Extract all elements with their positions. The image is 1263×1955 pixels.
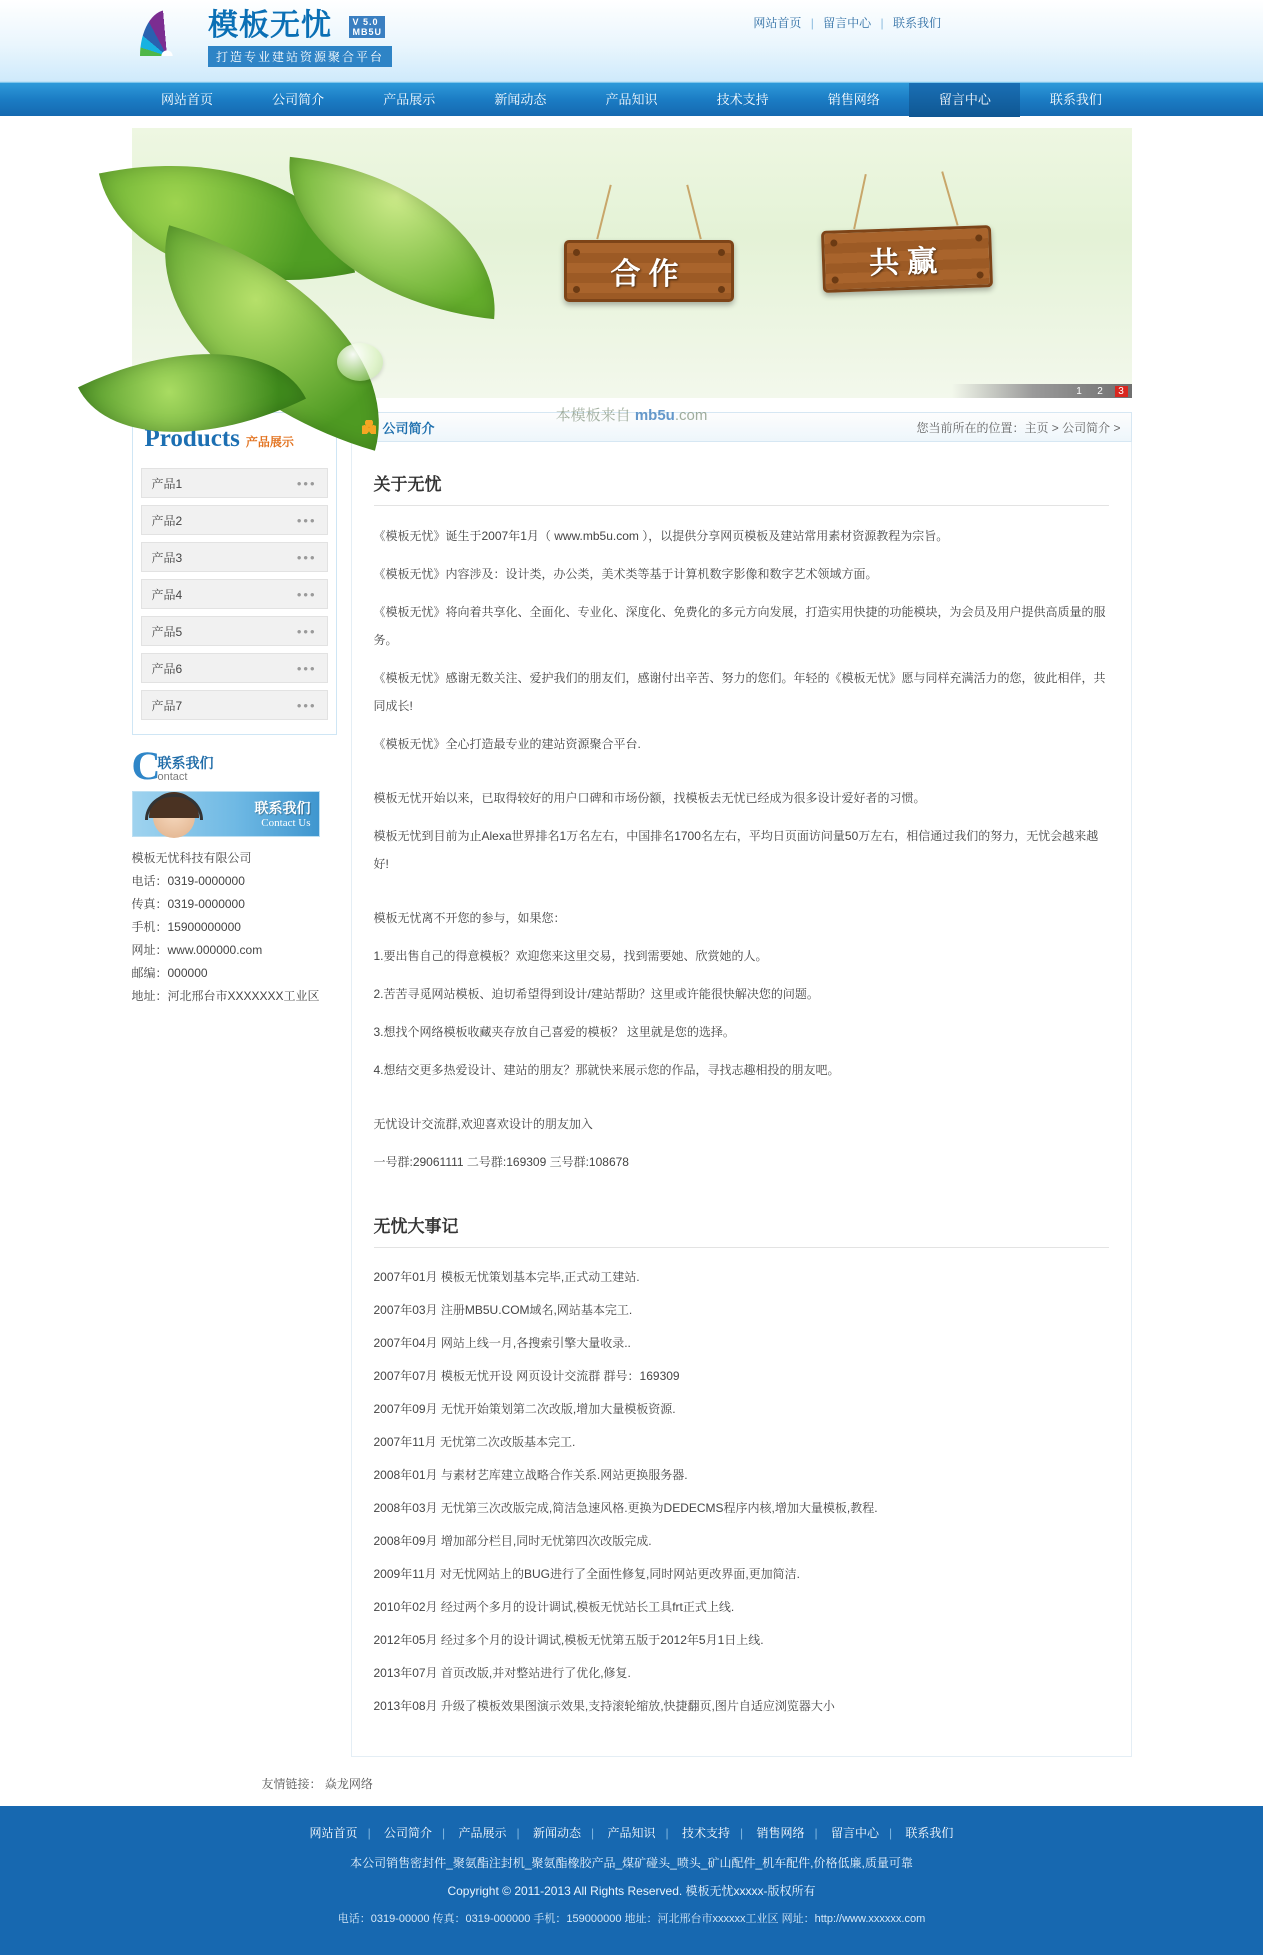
site-header [0,0,1263,82]
footer-nav-contact[interactable]: 联系我们 [905,1826,954,1840]
product-label-3: 产品3 [151,550,183,565]
product-list-item-4[interactable] [141,579,328,609]
footer-nav-news[interactable]: 新闻动态 [533,1826,582,1840]
event-item-3: 2007年04月 网站上线一月,各搜索引擎大量收录.. [373,1336,631,1350]
about-paragraph-4: 《模板无忧》感谢无数关注、爱护我们的朋友们，感谢付出辛苦、努力的您们。年轻的《模板无忧》愿与同样充满活力的您，彼此相伴，共同成长! [373,671,1106,713]
section-title-about: 关于无忧 [374,470,1109,506]
friend-link-1[interactable]: 焱龙网络 [324,1777,373,1791]
product-label-4: 产品4 [151,587,183,602]
site-footer [0,1806,1263,1955]
contact-phone: 电话：0319-0000000 [131,874,245,888]
nav-item-products[interactable]: 产品展示 [383,91,436,107]
logo-title [208,10,392,42]
main-nav [0,82,1263,116]
section-title-events: 无忧大事记 [374,1212,1109,1248]
footer-nav-home[interactable]: 网站首页 [309,1826,358,1840]
product-dots-icon-6: ••• [296,660,317,676]
footer-nav: 网站首页 | 公司简介 | 产品展示 | 新闻动态 | 产品知识 | 技术支持 | 销售网络 | 留言中心 | 联系我们 [309,1826,954,1840]
event-item-8: 2008年03月 无忧第三次改版完成,简洁急速风格.更换为DEDECMS程序内核,增加大量模板,教程. [373,1501,878,1515]
logo-slogan: 打造专业建站资源聚合平台 [208,46,392,67]
nav-item-home[interactable]: 网站首页 [161,91,214,107]
product-list-item-6[interactable] [141,653,328,683]
sidebar [132,412,337,1008]
about-paragraph-1: 《模板无忧》诞生于2007年1月（ www.mb5u.com ），以提供分享网页模板及建站常用素材资源教程为宗旨。 [373,529,949,543]
event-item-6: 2007年11月 无忧第二次改版基本完工. [373,1435,576,1449]
product-list-item-5[interactable] [141,616,328,646]
body-paragraph-2: 模板无忧到目前为止Alexa世界排名1万名左右，中国排名1700名左右，平均日页面访问量50万左右，相信通过我们的努力，无忧会越来越好! [373,829,1099,871]
nav-item-contact[interactable]: 联系我们 [1049,91,1102,107]
nav-item-network[interactable]: 销售网络 [827,91,880,107]
banner-slide [132,128,1132,424]
about-paragraph-3: 《模板无忧》将向着共享化、全面化、专业化、深度化、免费化的多元方向发展，打造实用快捷的功能模块，为会员及用户提供高质量的服务。 [373,605,1106,647]
main-content [132,412,1132,1757]
product-dots-icon-2: ••• [296,512,317,528]
contact-banner-en: Contact Us [261,817,311,829]
event-item-13: 2013年07月 首页改版,并对整站进行了优化,修复. [373,1666,631,1680]
top-link-sep-1: | [810,16,814,30]
product-dots-icon-7: ••• [296,697,317,713]
contact-mobile: 手机：15900000000 [131,920,241,934]
body-paragraph-7: 4.想结交更多热爱设计、建站的朋友？那就快来展示您的作品，寻找志趣相投的朋友吧。 [373,1063,840,1077]
top-link-contact[interactable]: 联系我们 [892,16,941,30]
nav-item-news[interactable]: 新闻动态 [494,91,547,107]
product-list-item-7[interactable] [141,690,328,720]
product-dots-icon-3: ••• [296,549,317,565]
footer-business-line: 本公司销售密封件_聚氨酯注封机_聚氨酯橡胶产品_煤矿碰头_喷头_矿山配件_机车配件,价格低廉,质量可靠 [350,1856,913,1870]
event-item-5: 2007年09月 无忧开始策划第二次改版,增加大量模板资源. [373,1402,676,1416]
footer-nav-products[interactable]: 产品展示 [458,1826,507,1840]
product-label-1: 产品1 [151,476,183,491]
contact-title-cn: 联系我们 [157,755,214,771]
contact-title-en: ontact [157,771,188,783]
friend-links-label: 友情链接： [261,1777,322,1791]
contact-fax: 传真：0319-0000000 [131,897,245,911]
contact-initial-letter: C [131,743,161,788]
contact-info-list [132,847,337,1008]
nav-item-messages[interactable]: 留言中心 [909,83,1020,117]
body-paragraph-5: 2.苦苦寻觅网站模板、迫切希望得到设计/建站帮助？这里或许能很快解决您的问题。 [373,987,819,1001]
content-title: 公司简介 [382,420,435,436]
footer-nav-network[interactable]: 销售网络 [756,1826,805,1840]
contact-company: 模板无忧科技有限公司 [131,851,252,865]
banner-sign-left-text: 合作 [610,258,687,291]
products-title-cn: 产品展示 [245,435,294,449]
banner-watermark [556,404,708,425]
content-column [351,412,1132,1757]
banner-page-2[interactable]: 2 [1097,385,1103,397]
contact-banner-image [132,791,320,837]
breadcrumb: 您当前所在的位置：主页 > 公司简介 > [916,420,1121,435]
product-dots-icon-4: ••• [296,586,317,602]
events-list [374,1264,1109,1720]
banner-sign-left [564,240,734,302]
footer-copyright: Copyright © 2011-2013 All Rights Reserved. 模板无忧xxxxx-版权所有 [447,1884,816,1898]
logo-version-badge [349,16,385,38]
footer-nav-messages[interactable]: 留言中心 [830,1826,879,1840]
body-paragraph-3: 模板无忧离不开您的参与，如果您： [373,911,566,925]
nav-item-about[interactable]: 公司简介 [272,91,325,107]
body-paragraph-1: 模板无忧开始以来，已取得较好的用户口碑和市场份额，找模板去无忧已经成为很多设计爱好者的习惯。 [373,791,926,805]
banner-sign-right-text: 共赢 [868,244,946,281]
event-item-14: 2013年08月 升级了模板效果图演示效果,支持滚轮缩放,快捷翻页,图片自适应浏览器大小 [373,1699,835,1713]
logo-version-line1: V 5.0 [352,16,379,27]
event-item-9: 2008年09月 增加部分栏目,同时无忧第四次改版完成. [373,1534,652,1548]
product-dots-icon-1: ••• [296,475,317,491]
contact-zipcode: 邮编：000000 [131,966,208,980]
logo-title-text: 模板无忧 [208,8,332,43]
contact-banner-cn: 联系我们 [254,800,311,816]
top-link-home[interactable]: 网站首页 [753,16,802,30]
top-link-sep-2: | [880,16,884,30]
event-item-4: 2007年07月 模板无忧开设 网页设计交流群 群号：169309 [373,1369,680,1383]
watermark-suffix: .com [674,407,708,424]
event-item-1: 2007年01月 模板无忧策划基本完毕,正式动工建站. [373,1270,640,1284]
contact-address: 地址：河北邢台市XXXXXXX工业区 [131,989,320,1003]
products-panel [132,412,337,735]
product-label-5: 产品5 [151,624,183,639]
logo-text-block [208,10,392,67]
contact-panel-header [131,743,337,788]
contact-website: 网址：www.000000.com [131,943,263,957]
about-paragraph-5: 《模板无忧》全心打造最专业的建站资源聚合平台. [373,737,641,751]
product-dots-icon-5: ••• [296,623,317,639]
footer-nav-about[interactable]: 公司简介 [384,1826,433,1840]
product-list-item-2[interactable] [141,505,328,535]
body-paragraph-9: 一号群:29061111 二号群:169309 三号群:108678 [373,1155,629,1169]
top-link-messages[interactable]: 留言中心 [823,16,872,30]
body-paragraph-4: 1.要出售自己的得意模板？欢迎您来这里交易，找到需要她、欣赏她的人。 [373,949,768,963]
article-body [351,442,1132,1757]
banner-pager[interactable] [952,384,1132,398]
content-header [351,412,1132,442]
product-label-7: 产品7 [151,698,183,713]
product-label-6: 产品6 [151,661,183,676]
banner-page-3[interactable]: 3 [1115,386,1128,397]
friend-links [132,1767,1132,1802]
product-label-2: 产品2 [151,513,183,528]
event-item-2: 2007年03月 注册MB5U.COM域名,网站基本完工. [373,1303,633,1317]
products-title-en: Products [144,425,240,452]
banner-page-1[interactable]: 1 [1076,385,1082,397]
flower-icon [362,420,376,434]
banner-carousel[interactable] [132,128,1132,424]
watermark-prefix: 本模板来自 [555,407,631,424]
headset-icon [145,794,203,820]
product-list-item-1[interactable] [141,468,328,498]
event-item-10: 2009年11月 对无忧网站上的BUG进行了全面性修复,同时网站更改界面,更加简洁. [373,1567,800,1581]
footer-nav-knowledge[interactable]: 产品知识 [607,1826,656,1840]
banner-sign-right [820,225,992,293]
footer-contact-line: 电话：0319-00000 传真：0319-000000 手机：159000000 地址：河北邢台市xxxxxx工业区 网址：http://www.xxxxxx.com [337,1913,926,1925]
watermark-brand: mb5u [634,407,675,424]
top-links [753,14,941,31]
event-item-7: 2008年01月 与素材艺库建立战略合作关系.网站更换服务器. [373,1468,688,1482]
about-paragraph-2: 《模板无忧》内容涉及：设计类，办公类，美术类等基于计算机数字影像和数字艺术领域方面。 [373,567,878,581]
logo-version-line2: MB5U [352,26,382,37]
product-list-item-3[interactable] [141,542,328,572]
event-item-11: 2010年02月 经过两个多月的设计调试,模板无忧站长工具frt正式上线. [373,1600,735,1614]
body-paragraph-6: 3.想找个网络模板收藏夹存放自己喜爱的模板？ 这里就是您的选择。 [373,1025,735,1039]
nav-item-support[interactable]: 技术支持 [716,91,769,107]
dewdrop-decoration [337,343,383,381]
event-item-12: 2012年05月 经过多个月的设计调试,模板无忧第五版于2012年5月1日上线. [373,1633,764,1647]
footer-nav-support[interactable]: 技术支持 [681,1826,730,1840]
nav-item-knowledge[interactable]: 产品知识 [605,91,658,107]
peacock-logo-icon [140,10,198,60]
contact-panel [131,743,337,1008]
body-paragraph-8: 无忧设计交流群,欢迎喜欢设计的朋友加入 [373,1117,593,1131]
site-logo[interactable] [140,10,392,67]
